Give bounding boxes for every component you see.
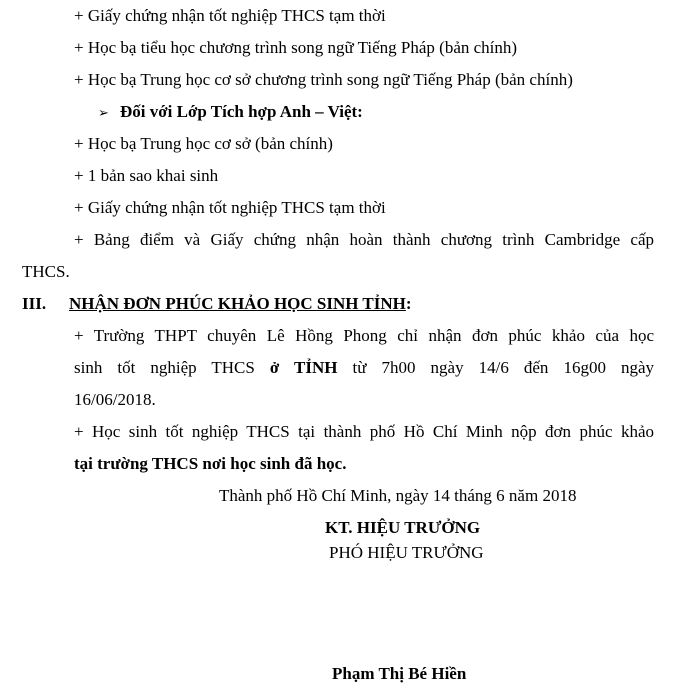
paragraph-line: 16/06/2018.: [74, 390, 156, 409]
section-title: NHẬN ĐƠN PHÚC KHẢO HỌC SINH TỈNH: [69, 294, 406, 313]
signature-title: KT. HIỆU TRƯỞNG: [325, 518, 481, 537]
signer-name: Phạm Thị Bé Hiền: [332, 664, 467, 683]
bold-text: ở TỈNH: [269, 358, 338, 377]
paragraph-line: tại trường THCS nơi học sinh đã học.: [74, 454, 347, 473]
section-number: III.: [22, 294, 47, 313]
list-item: + Giấy chứng nhận tốt nghiệp THCS tạm thời: [74, 6, 386, 25]
list-item: + Bảng điểm và Giấy chứng nhận hoàn thành chương trình Cambridge cấp: [74, 230, 654, 249]
list-item: + Học bạ tiểu học chương trình song ngữ Tiếng Pháp (bản chính): [74, 38, 518, 57]
anh-viet-heading-row: [98, 102, 363, 124]
signature-subtitle: PHÓ HIỆU TRƯỞNG: [329, 543, 484, 562]
paragraph-line: + Trường THPT chuyên Lê Hồng Phong chỉ nhận đơn phúc khảo của học: [74, 326, 654, 345]
arrow-right-icon: ➢: [98, 106, 109, 121]
section-heading: [22, 294, 412, 314]
paragraph-line: sinh tốt nghiệp THCS ở TỈNH từ 7h00 ngày 14/6 đến 16g00 ngày: [74, 358, 655, 377]
anh-viet-heading: Đối với Lớp Tích hợp Anh – Việt:: [120, 102, 363, 121]
date-line: Thành phố Hồ Chí Minh, ngày 14 tháng 6 năm 2018: [219, 486, 577, 505]
list-item-continuation: THCS.: [22, 262, 70, 281]
paragraph-line: + Học sinh tốt nghiệp THCS tại thành phố Hồ Chí Minh nộp đơn phúc khảo: [74, 422, 654, 441]
list-item: + Giấy chứng nhận tốt nghiệp THCS tạm thời: [74, 198, 386, 217]
section-title-colon: :: [405, 294, 412, 313]
list-item: + Học bạ Trung học cơ sở chương trình song ngữ Tiếng Pháp (bản chính): [74, 70, 573, 89]
list-item: + Học bạ Trung học cơ sở (bản chính): [74, 134, 333, 153]
list-item: + 1 bản sao khai sinh: [74, 166, 219, 185]
